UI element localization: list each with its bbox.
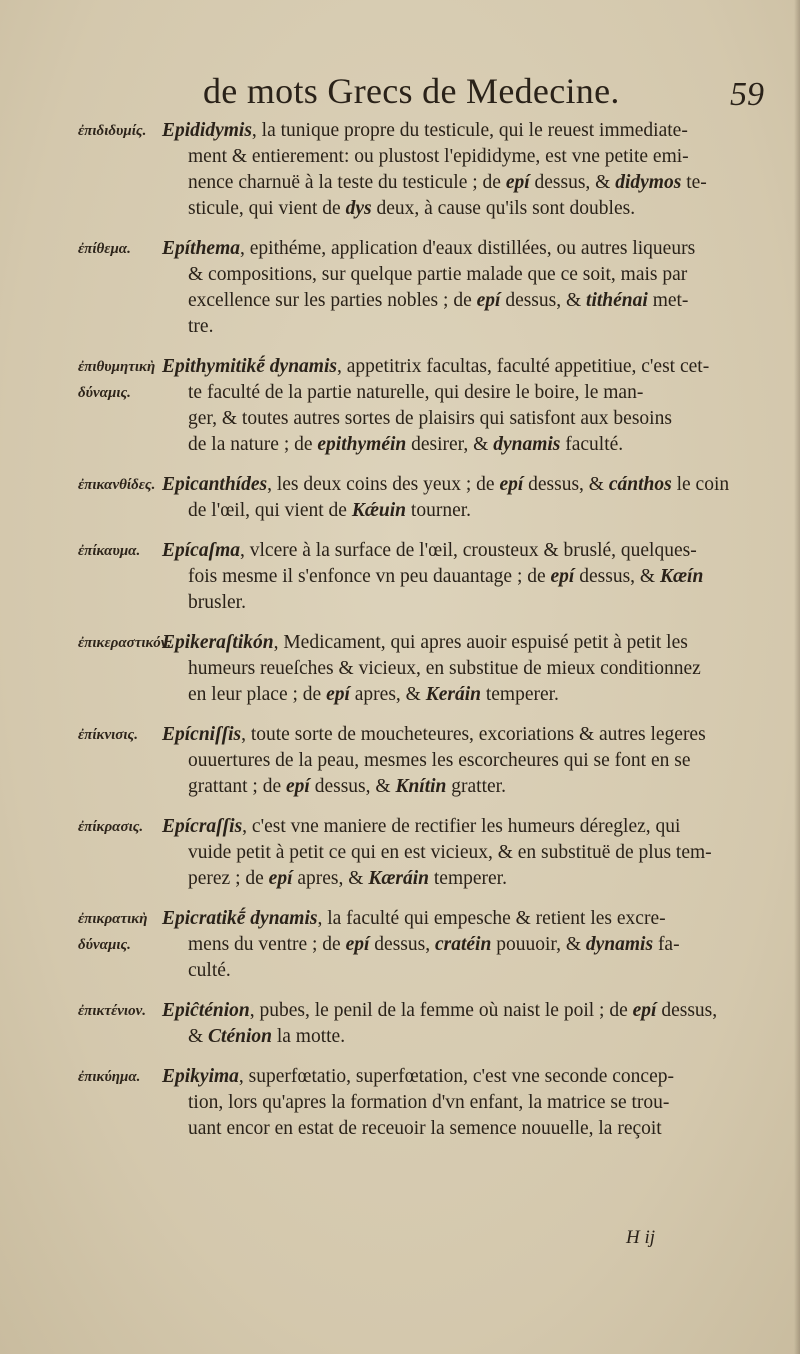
greek-headword: ἐπικανθίδες. bbox=[78, 477, 156, 493]
greek-headword: ἐπιδιδυμίς. bbox=[78, 123, 147, 139]
greek-headword: ἐπιθυμητικὴ δύναμις. bbox=[78, 359, 156, 401]
entry-epithema bbox=[0, 236, 800, 340]
entry-epicnissis bbox=[0, 722, 800, 800]
greek-headword: ἐπικύημα. bbox=[78, 1069, 141, 1085]
entry-epicanthides bbox=[0, 472, 800, 524]
entry-text: Epikeraſtikón, Medicament, qui apres auoir espuisé petit à petit les humeurs reueſches & vicieux, en substitue de mieux conditionnez en leur place ; de epí apres, & Keráin temperer. bbox=[162, 632, 701, 705]
running-title: de mots Grecs de Medecine. bbox=[203, 71, 620, 111]
entry-epicratike bbox=[0, 906, 800, 984]
greek-headword: ἐπικεραστικόν. bbox=[78, 635, 172, 651]
entry-text: Epíthema, epithéme, application d'eaux distillées, ou autres liqueurs & compositions, sur quelque partie malade que ce soit, mais par excellence sur les parties nobles ; de epí dessus, & tithénai met- tre. bbox=[162, 238, 696, 337]
entry-epithymitike bbox=[0, 354, 800, 458]
entry-text: Epiĉténion, pubes, le penil de la femme où naist le poil ; de epí dessus, & Cténion la motte. bbox=[162, 1000, 718, 1047]
page-header bbox=[0, 70, 800, 120]
greek-headword: ἐπικρατικὴ δύναμις. bbox=[78, 911, 148, 953]
entry-text: Epicratikḗ dynamis, la faculté qui empesche & retient les excre- mens du ventre ; de epí dessus, cratéin pouuoir, & dynamis fa- culté. bbox=[162, 908, 680, 981]
greek-headword: ἐπίκρασις. bbox=[78, 819, 144, 835]
signature-mark: H ij bbox=[626, 1227, 656, 1248]
page-gutter-shadow bbox=[794, 0, 800, 1354]
entry-text: Epikyima, superfœtatio, superfœtation, c'est vne seconde concep- tion, lors qu'apres la formation d'vn enfant, la matrice se trou- uant encor en estat de receuoir la semence nouuelle, la reçoit bbox=[162, 1066, 674, 1139]
entry-text: Epícaſma, vlcere à la surface de l'œil, crousteux & bruslé, quelques- fois mesme il s'enfonce vn peu dauantage ; de epí dessus, & Kæín brusler. bbox=[162, 540, 704, 613]
entry-epictenion bbox=[0, 998, 800, 1050]
greek-headword: ἐπικτένιον. bbox=[78, 1003, 146, 1019]
entry-epididymis bbox=[0, 118, 800, 222]
entry-text: Epicanthídes, les deux coins des yeux ; de epí dessus, & cánthos le coin de l'œil, qui vient de Kǽuin tourner. bbox=[162, 474, 730, 521]
page-number: 59 bbox=[730, 76, 764, 113]
entry-text: Epícniſſis, toute sorte de moucheteures, excoriations & autres legeres ouuertures de la peau, mesmes les escorcheures qui se font en se grattant ; de epí dessus, & Knítin gratter. bbox=[162, 724, 706, 797]
entry-epicrassis bbox=[0, 814, 800, 892]
entry-epikerastikon bbox=[0, 630, 800, 708]
glossary-entries bbox=[0, 118, 800, 1156]
entry-text: Epididymis, la tunique propre du testicule, qui le reuest immediate- ment & entierement: ou plustost l'epididyme, est vne petite emi- nence charnuë à la teste du testicule ; de epí dessus, & didymos te- sticule, qui vient de dys deux, à cause qu'ils sont doubles. bbox=[162, 120, 707, 219]
entry-epikyima bbox=[0, 1064, 800, 1142]
entry-epicasma bbox=[0, 538, 800, 616]
greek-headword: ἐπίκνισις. bbox=[78, 727, 138, 743]
greek-headword: ἐπίθεμα. bbox=[78, 241, 131, 257]
greek-headword: ἐπίκαυμα. bbox=[78, 543, 141, 559]
entry-text: Epithymitikḗ dynamis, appetitrix facultas, faculté appetitiue, c'est cet- te faculté de la partie naturelle, qui desire le boire, le man- ger, & toutes autres sortes de plaisirs qui satisfont aux besoins de la nature ; de epithyméin desirer, & dynamis faculté. bbox=[162, 356, 710, 455]
entry-text: Epícraſſis, c'est vne maniere de rectifier les humeurs déreglez, qui vuide petit à petit ce qui en est vicieux, & en substituë de plus tem- perez ; de epí apres, & Kæráin temperer. bbox=[162, 816, 712, 889]
